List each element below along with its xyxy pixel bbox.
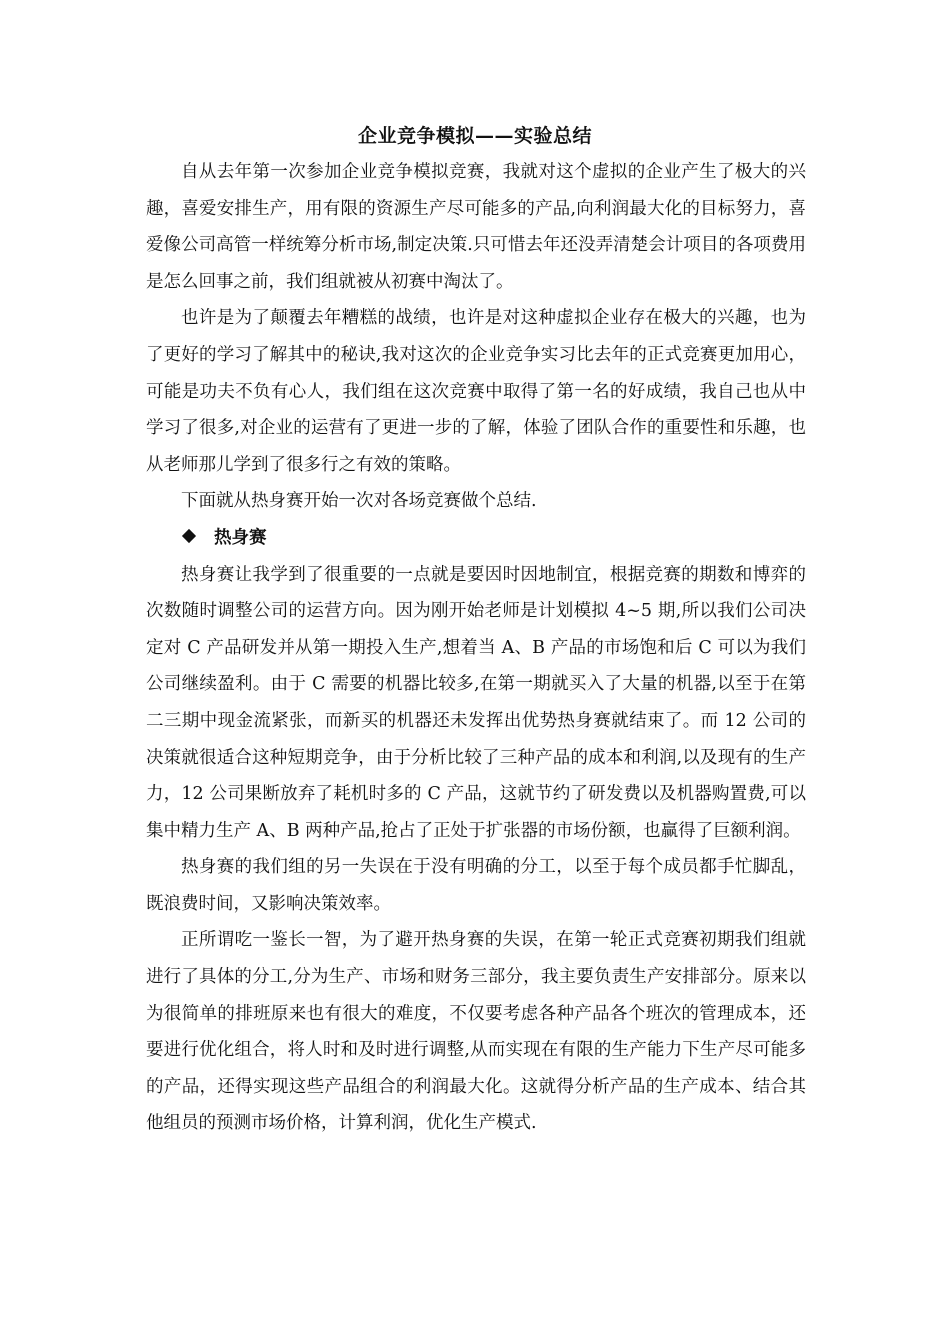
section-heading-warmup (146, 520, 806, 557)
paragraph-warmup-mistake: 热身赛的我们组的另一失误在于没有明确的分工，以至于每个成员都手忙脚乱，既浪费时间，又影响决策效率。 (146, 857, 806, 914)
section-heading-label: 热身赛 (214, 527, 267, 548)
paragraph-first-round: 正所谓吃一鉴长一智，为了避开热身赛的失误，在第一轮正式竞赛初期我们组就进行了具体的分工,分为生产、市场和财务三部分，我主要负责生产安排部分。原来以为很简单的排班原来也有很大的难度，不仅要考虑各种产品各个班次的管理成本，还要进行优化组合，将人时和及时进行调整,从而实现在有限的生产能力下生产尽可能多的产品，还得实现这些产品组合的利润最大化。这就得分析产品的生产成本、结合其他组员的预测市场价格，计算利润，优化生产模式. (146, 930, 806, 1134)
paragraph-intro: 自从去年第一次参加企业竞争模拟竞赛，我就对这个虚拟的企业产生了极大的兴趣，喜爱安排生产，用有限的资源生产尽可能多的产品,向利润最大化的目标努力，喜爱像公司高管一样统筹分析市场,制定决策.只可惜去年还没弄清楚会计项目的各项费用是怎么回事之前，我们组就被从初赛中淘汰了。 (146, 162, 806, 292)
document-body (146, 154, 806, 1142)
paragraph-motivation: 也许是为了颠覆去年糟糕的战绩，也许是对这种虚拟企业存在极大的兴趣，也为了更好的学习了解其中的秘诀,我对这次的企业竞争实习比去年的正式竞赛更加用心，可能是功夫不负有心人，我们组在这次竞赛中取得了第一名的好成绩，我自己也从中学习了很多,对企业的运营有了更进一步的了解，体验了团队合作的重要性和乐趣，也从老师那儿学到了很多行之有效的策略。 (146, 308, 806, 475)
document-title: 企业竞争模拟——实验总结 (357, 125, 592, 147)
paragraph-warmup-lesson: 热身赛让我学到了很重要的一点就是要因时因地制宜，根据竞赛的期数和博弈的次数随时调整公司的运营方向。因为刚开始老师是计划模拟 4~5 期,所以我们公司决定对 C 产品研发并从第一期投入生产,想着当 A、B 产品的市场饱和后 C 可以为我们公司继续盈利。由于 C 需要的机器比较多,在第一期就买入了大量的机器,以至于在第二三期中现金流紧张，而新买的机器还未发挥出优势热身赛就结束了。而 12 公司的决策就很适合这种短期竞争，由于分析比较了三种产品的成本和利润,以及现有的生产力，12 公司果断放弃了耗机时多的 C 产品，这就节约了研发费以及机器购置费,可以集中精力生产 A、B 两种产品,抢占了正处于扩张器的市场份额，也赢得了巨额利润。 (146, 564, 806, 841)
diamond-bullet-icon (182, 529, 196, 543)
paragraph-transition: 下面就从热身赛开始一次对各场竞赛做个总结. (181, 491, 537, 512)
